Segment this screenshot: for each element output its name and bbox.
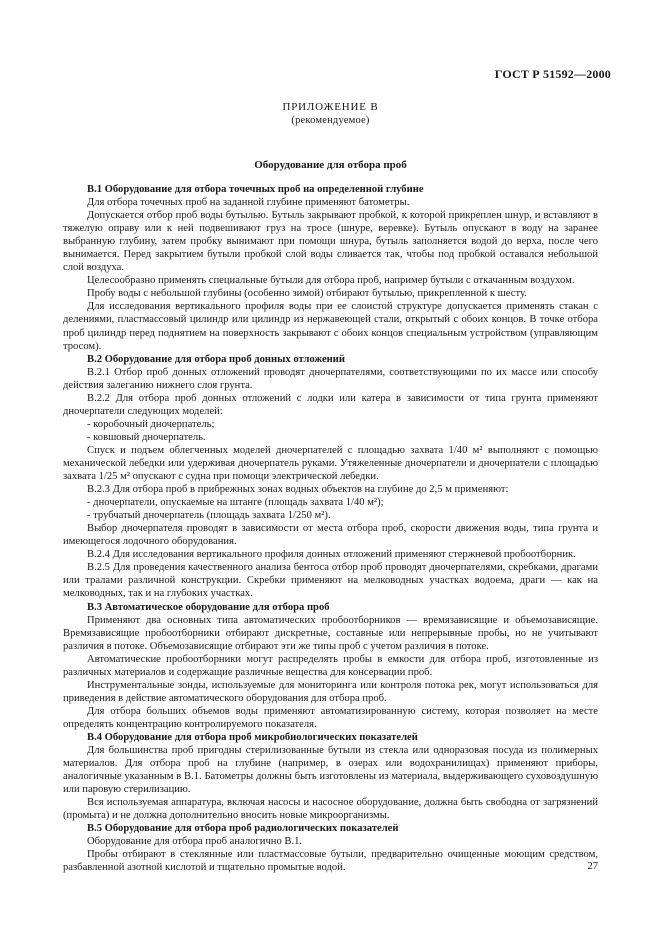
paragraph: Спуск и подъем облегченных моделей дночерпателей с площадью захвата 1/40 м² выполняют с помощью механической лебедки или удерживая дночерпатель руками. Утяжеленные дночерпатели и дночерпатели с площадью захвата 1/25 м² опускают с судна при помощи электрической лебедки. — [63, 444, 598, 483]
paragraph: Вся используемая аппаратура, включая насосы и насосное оборудование, должна быть свободна от загрязнений (промыта) и не должна дополнительно вносить новые микроорганизмы. — [63, 797, 598, 822]
paragraph: Выбор дночерпателя проводят в зависимости от места отбора проб, скорости движения воды, типа грунта и имеющегося лодочного оборудования. — [63, 523, 598, 548]
paragraph: Применяют два основных типа автоматических пробоотборников — времязависящие и объемозависящие. Времязависящие пробоотборники отбирают дискретные, составные или непрерывные пробы, но не учитывают различия в потоке. Объемозависящие отбирают эти же типы проб с учетом различия в потоке. — [63, 614, 598, 652]
appendix-title: ПРИЛОЖЕНИЕ В — [282, 101, 379, 113]
paragraph: Допускается отбор проб воды бутылью. Бутыль закрывают пробкой, к которой прикреплен шнур, и вставляют в тяжелую оправу или к ней подвешивают груз на тросе (шнуре, веревке). Бутыль опускают в воду на заранее выбранную глубину, затем пробку вынимают при помощи шнура, бутыль заполняется водой до верха, после чего вынимается. Перед закрытием бутыли пробкой слой воды сливается так, чтобы под пробкой оставался небольшой слой воздуха. — [63, 210, 598, 274]
appendix-heading — [0, 101, 661, 127]
paragraph: В.2.3 Для отбора проб в прибрежных зонах водных объектов на глубине до 2,5 м применяют: — [87, 484, 509, 496]
paragraph: Для отбора больших объемов воды применяют автоматизированную систему, которая позволяет на месте определять концентрацию контролируемого показателя. — [63, 705, 598, 730]
section-heading-b2: В.2 Оборудование для отбора проб донных отложений — [87, 353, 345, 365]
section-heading-b3: В.3 Автоматическое оборудование для отбора проб — [87, 601, 330, 613]
paragraph: В.2.2 Для отбора проб донных отложений с лодки или катера в зависимости от типа грунта применяют дночерпатели следующих моделей: — [63, 392, 598, 417]
appendix-subtitle: (рекомендуемое) — [291, 115, 370, 126]
paragraph: Оборудование для отбора проб аналогично В.1. — [87, 836, 303, 848]
page-number: 27 — [587, 861, 598, 872]
paragraph: Автоматические пробоотборники могут распределять пробы в емкости для отбора проб, изготовленные из различных материалов и содержащие различные вещества для консервации проб. — [63, 653, 598, 678]
document-title: Оборудование для отбора проб — [254, 159, 407, 171]
paragraph: В.2.5 Для проведения качественного анализа бентоса отбор проб проводят дночерпателями, скребками, драгами или тралами различной конструкции. Скребки применяют на мелководных участках водоема, драги — как на мелководных, так и на глубоких участках. — [63, 562, 598, 600]
body-text — [63, 183, 598, 874]
standard-code: ГОСТ Р 51592—2000 — [494, 67, 611, 81]
section-heading-b5: В.5 Оборудование для отбора проб радиологических показателей — [87, 823, 399, 835]
paragraph: Для отбора точечных проб на заданной глубине применяют батометры. — [87, 197, 410, 209]
paragraph: Для исследования вертикального профиля воды при ее слоистой структуре допускается применять стакан с делениями, пластмассовый цилиндр или цилиндр из нержавеющей стали, открытый с обоих концов. В точке отбора проб цилиндр перед поднятием на поверхность закрывают с обоих концов специальным устройством (управляющим тросом). — [63, 301, 598, 352]
section-heading-b1: В.1 Оборудование для отбора точечных проб на определенной глубине — [87, 184, 424, 195]
paragraph: В.2.1 Отбор проб донных отложений проводят дночерпателями, соответствующими по их массе или способу действия залеганию нижнего слоя грунта. — [63, 366, 598, 391]
list-item: - трубчатый дночерпатель (площадь захвата 1/250 м²). — [87, 510, 331, 522]
paragraph: В.2.4 Для исследования вертикального профиля донных отложений применяют стержневой пробоотборник. — [87, 549, 576, 561]
paragraph: Пробу воды с небольшой глубины (особенно зимой) отбирают бутылью, прикрепленной к шесту. — [87, 288, 527, 300]
section-heading-b4: В.4 Оборудование для отбора проб микробиологических показателей — [87, 731, 418, 743]
paragraph: Инструментальные зонды, используемые для мониторинга или контроля потока рек, могут использоваться для приведения в действие автоматического оборудования для отбора проб. — [63, 679, 598, 704]
paragraph: Пробы отбирают в стеклянные или пластмассовые бутыли, предварительно очищенные моющим средством, разбавленной азотной кислотой и тщательно промытые водой. — [63, 849, 598, 874]
list-item: - дночерпатели, опускаемые на штанге (площадь захвата 1/40 м²); — [87, 497, 384, 509]
list-item: - ковшовый дночерпатель. — [87, 431, 206, 443]
paragraph: Целесообразно применять специальные бутыли для отбора проб, например бутыли с откачанным воздухом. — [87, 275, 575, 287]
paragraph: Для большинства проб пригодны стерилизованные бутыли из стекла или одноразовая посуда из полимерных материалов. Для отбора проб на глубине (например, в озерах или водохранилищах) применяют приборы, аналогичные указанным в В.1. Батометры должны быть изготовлены из материала, выдерживающего суховоздушную или паровую стерилизацию. — [63, 745, 598, 796]
list-item: - коробочный дночерпатель; — [87, 418, 215, 430]
